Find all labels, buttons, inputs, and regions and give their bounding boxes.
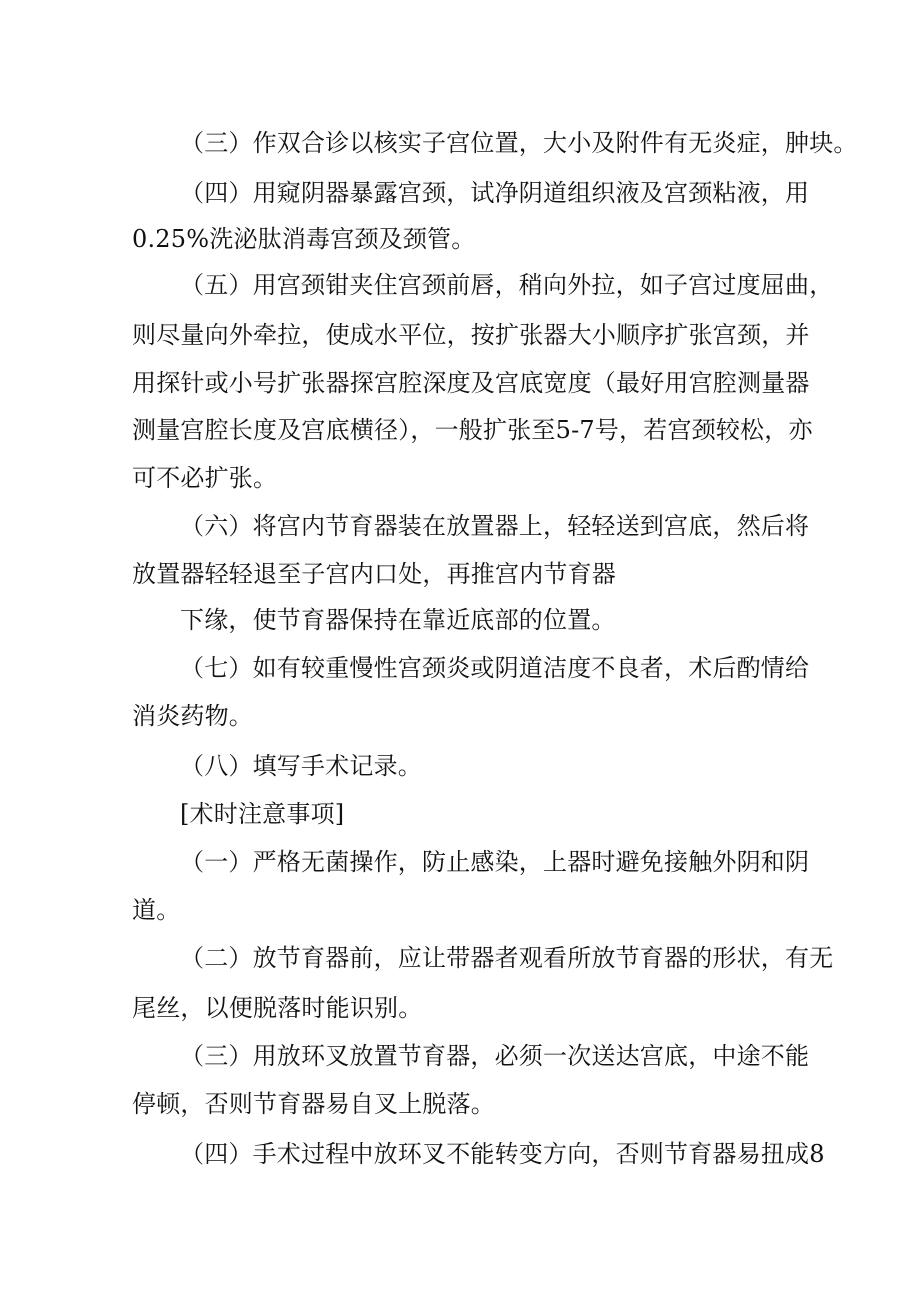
note-4-line-1: （四）手术过程中放环叉不能转变方向，否则节育器易扭成8 [180, 1140, 825, 1168]
note-1-line-2: 道。 [132, 896, 181, 924]
paragraph-5-line-5: 可不必扩张。 [132, 464, 278, 492]
paragraph-5-line-3: 用探针或小号扩张器探宫腔深度及宫底宽度（最好用宫腔测量器 [132, 369, 810, 397]
paragraph-7-line-2: 消炎药物。 [132, 702, 253, 730]
paragraph-3-line-1: （三）作双合诊以核实子宫位置，大小及附件有无炎症，肿块。 [180, 129, 858, 157]
paragraph-5-line-4: 测量宫腔长度及宫底横径），一般扩张至5-7号，若宫颈较松，亦 [132, 416, 813, 444]
paragraph-4-line-1: （四）用窥阴器暴露宫颈，试净阴道组织液及宫颈粘液，用 [180, 179, 810, 207]
paragraph-5-line-2: 则尽量向外牵拉，使成水平位，按扩张器大小顺序扩张宫颈，并 [132, 321, 810, 349]
note-1-line-1: （一）严格无菌操作，防止感染，上器时避免接触外阴和阴 [180, 848, 810, 876]
note-2-line-1: （二）放节育器前，应让带器者观看所放节育器的形状，有无 [180, 944, 834, 972]
section-heading: [术时注意事项] [180, 800, 345, 828]
paragraph-4-line-2: 0.25%洗泌肽消毒宫颈及颈管。 [132, 225, 476, 253]
paragraph-6-line-2: 放置器轻轻退至子宫内口处，再推宫内节育器 [132, 560, 616, 588]
note-3-line-2: 停顿，否则节育器易自叉上脱落。 [132, 1090, 495, 1118]
paragraph-7-line-1: （七）如有较重慢性宫颈炎或阴道洁度不良者，术后酌情给 [180, 654, 810, 682]
paragraph-6-line-1: （六）将宫内节育器装在放置器上，轻轻送到宫底，然后将 [180, 512, 810, 540]
note-2-line-2: 尾丝，以便脱落时能识别。 [132, 994, 423, 1022]
paragraph-5-line-1: （五）用宫颈钳夹住宫颈前唇，稍向外拉，如子宫过度屈曲， [180, 271, 834, 299]
paragraph-6-continuation: 下缘，使节育器保持在靠近底部的位置。 [180, 606, 616, 634]
note-3-line-1: （三）用放环叉放置节育器，必须一次送达宫底，中途不能 [180, 1042, 810, 1070]
paragraph-8-line-1: （八）填写手术记录。 [180, 752, 422, 780]
